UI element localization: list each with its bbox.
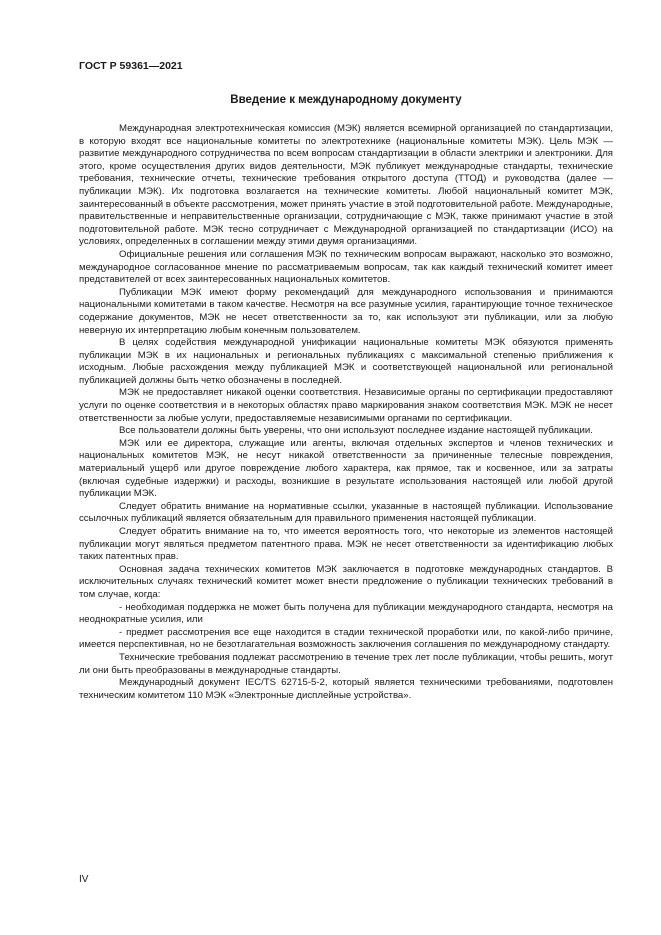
document-body [79, 123, 613, 702]
paragraph: МЭК не предоставляет никакой оценки соответствия. Независимые органы по сертификации предоставляют услуги по оценке соответствия и в некоторых областях право маркирования знаком соответствия МЭК. МЭК не несет ответственности за любые услуги, предоставляемые независимыми органами по сертификации. [79, 387, 613, 424]
paragraph: МЭК или ее директора, служащие или агенты, включая отдельных экспертов и членов технических и национальных комитетов МЭК, не несут никакой ответственности за причиненные телесные повреждения, материальный ущерб или другое повреждение любого характера, как прямое, так и косвенное, или за затраты (включая судебные издержки) и расходы, возникшие в результате использования настоящей или любой другой публикации МЭК. [79, 437, 613, 500]
paragraph: Публикации МЭК имеют форму рекомендаций для международного использования и принимаются национальными комитетами в таком качестве. Несмотря на все разумные усилия, гарантирующие точное техническое содержание документов, МЭК не несет ответственности за то, как используют эти публикации, или за любую неверную их интерпретацию любым конечным пользователем. [79, 286, 613, 336]
list-item: - необходимая поддержка не может быть получена для публикации международного стандарта, несмотря на неоднократные усилия, или [79, 601, 613, 626]
paragraph: Основная задача технических комитетов МЭК заключается в подготовке международных стандартов. В исключительных случаях технический комитет может внести предложение о публикации технических требований в том случае, когда: [79, 563, 613, 600]
paragraph: Следует обратить внимание на нормативные ссылки, указанные в настоящей публикации. Использование ссылочных публикаций является обязательным для правильного применения настоящей публикации. [79, 500, 613, 525]
paragraph: Следует обратить внимание на то, что имеется вероятность того, что некоторые из элементов настоящей публикации могут являться предметом патентного права. МЭК не несет ответственности за идентификацию любых таких патентных прав. [79, 526, 613, 563]
section-title: Введение к международному документу [230, 94, 462, 106]
paragraph: В целях содействия международной унификации национальные комитеты МЭК обязуются применять публикации МЭК в их национальных и региональных публикациях с максимальной степенью приближения к исходным. Любые расхождения между публикацией МЭК и соответствующей национальной или региональной публикацией должны быть четко обозначены в последней. [79, 337, 613, 386]
list-item: - предмет рассмотрения все еще находится в стадии технической проработки или, по какой-либо причине, имеется перспективная, но не безотлагательная возможность заключения соглашения по международному стандарту. [79, 626, 613, 651]
page-number: IV [79, 874, 89, 885]
paragraph: Международный документ IEC/TS 62715-5-2, который является техническими требованиями, подготовлен техническим комитетом 110 МЭК «Электронные дисплейные устройства». [79, 677, 613, 701]
paragraph: Официальные решения или соглашения МЭК по техническим вопросам выражают, насколько это возможно, международное согласованное мнение по рассматриваемым вопросам, так как каждый технический комитет имеет представителей от всех заинтересованных национальных комитетов. [79, 248, 613, 286]
paragraph: Международная электротехническая комиссия (МЭК) является всемирной организацией по стандартизации, в которую входят все национальные комитеты по электротехнике (национальные комитеты МЭК). Цель МЭК — развитие международного сотрудничества по всем вопросам стандартизации в области электрики и электроники. Для этого, кроме осуществления других видов деятельности, МЭК публикует международные стандарты, технические требования, технические отчеты, технические требования открытого доступа (ТТОД) и руководства (далее — публикации МЭК). Их подготовка возлагается на технические комитеты. Любой национальный комитет МЭК, заинтересованный в объекте рассмотрения, может принять участие в этой подготовительной работе. Международные, правительственные и неправительственные организации, сотрудничающие с МЭК, также принимают участие в этой подготовительной работе. МЭК тесно сотрудничает с Международной организацией по стандартизации (ИСО) на условиях, определенных в соглашении между этими двумя организациями. [79, 123, 613, 248]
paragraph: Все пользователи должны быть уверены, что они используют последнее издание настоящей публикации. [119, 425, 593, 437]
paragraph: Технические требования подлежат рассмотрению в течение трех лет после публикации, чтобы решить, могут ли они быть преобразованы в международные стандарты. [79, 651, 613, 676]
document-code-header: ГОСТ Р 59361—2021 [79, 60, 183, 72]
